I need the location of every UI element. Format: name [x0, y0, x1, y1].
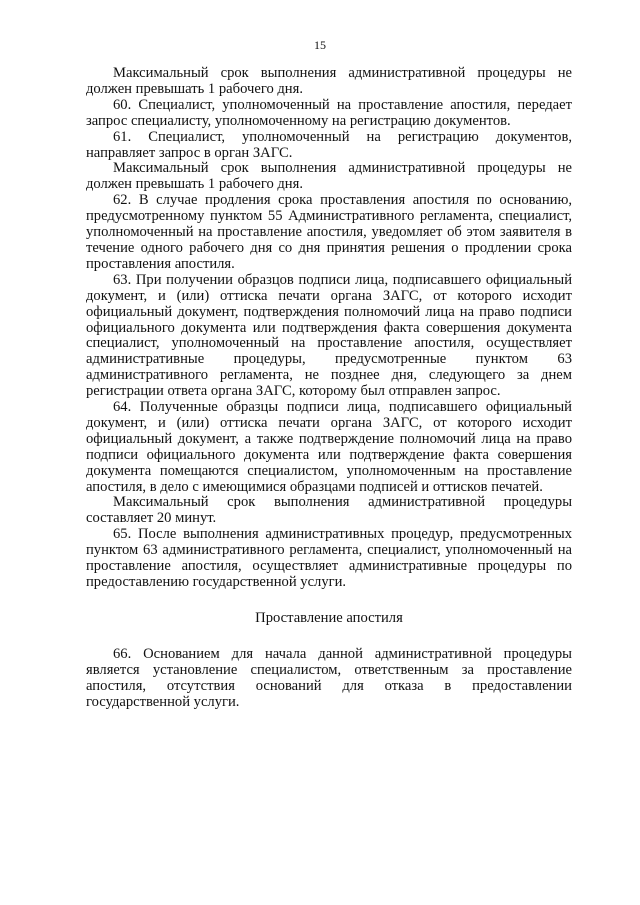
paragraph-62: 62. В случае продления срока проставления апостиля по основанию, предусмотренному пунктом 55 Административного регламента, специалист, уполномоченный на проставление апостиля, уведомляет об этом заявителя в течение одного рабочего дня со дня принятия решения о продлении срока проставления апостиля.	[86, 192, 572, 272]
paragraph-63: 63. При получении образцов подписи лица, подписавшего официальный документ, и (или) оттиска печати органа ЗАГС, от которого исходит официальный документ, подтверждения полномочий лица на право подписи официального документа или подтверждения факта совершения документа специалист, уполномоченный на проставление апостиля, осуществляет административные процедуры, предусмотренные пунктом 63 административного регламента, не позднее дня, следующего за днем регистрации ответа органа ЗАГС, которому был отправлен запрос.	[86, 271, 572, 400]
paragraph-60: 60. Специалист, уполномоченный на проставление апостиля, передает запрос специалисту, уполномоченному на регистрацию документов.	[86, 96, 572, 129]
paragraph-65: 65. После выполнения административных процедур, предусмотренных пунктом 63 административного регламента, специалист, уполномоченный на проставление апостиля, осуществляет административные процедуры по предоставлению государственной услуги.	[86, 526, 572, 590]
paragraph-66: 66. Основанием для начала данной административной процедуры является установление специалистом, ответственным за проставление апостиля, отсутствия оснований для отказа в предоставлении государственной услуги.	[86, 645, 572, 710]
paragraph-max-term-3: Максимальный срок выполнения административной процедуры составляет 20 минут.	[86, 494, 572, 527]
paragraph-61: 61. Специалист, уполномоченный на регистрацию документов, направляет запрос в орган ЗАГС.	[86, 128, 572, 161]
page-number: 15	[314, 38, 326, 52]
document-body	[86, 66, 572, 710]
paragraph-max-term-1: Максимальный срок выполнения административной процедуры не должен превышать 1 рабочего дня.	[86, 65, 572, 97]
section-heading: Проставление апостиля	[255, 609, 403, 626]
paragraph-max-term-2: Максимальный срок выполнения административной процедуры не должен превышать 1 рабочего дня.	[86, 160, 572, 193]
paragraph-64: 64. Полученные образцы подписи лица, подписавшего официальный документ, и (или) оттиска печати органа ЗАГС, от которого исходит официальный документ, а также подтверждение полномочий лица на право подписи официального документа или подтверждение факта совершения документа помещаются специалистом, уполномоченным на проставление апостиля, в дело с имеющимися образцами подписей и оттисков печатей.	[86, 399, 572, 495]
